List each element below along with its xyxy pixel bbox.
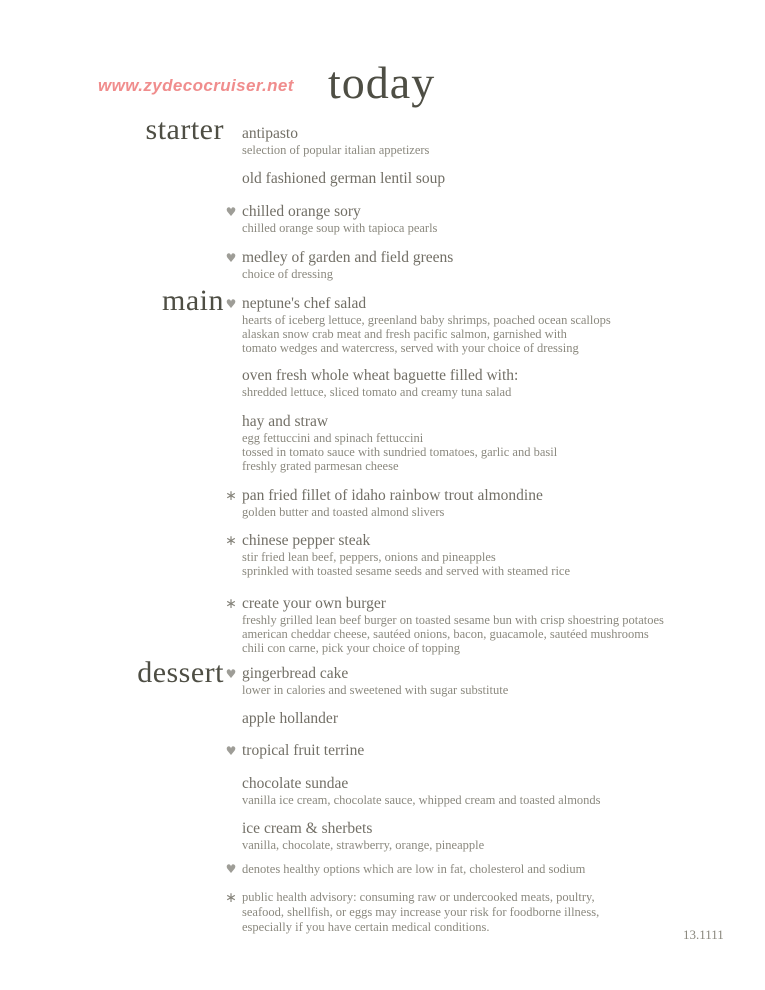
item-desc-line: freshly grated parmesan cheese <box>242 459 399 473</box>
item-desc-line: sprinkled with toasted sesame seeds and served with steamed rice <box>242 564 571 578</box>
item-title: hay and straw <box>242 413 329 430</box>
menu-item-pepper-steak <box>225 532 724 578</box>
item-desc-line: american cheddar cheese, sautéed onions, bacon, guacamole, sautéed mushrooms <box>242 627 649 641</box>
heart-icon: ♥ <box>225 862 237 876</box>
footer-code: 13.1111 <box>683 927 724 942</box>
note-line: seafood, shellfish, or eggs may increase your risk for foodborne illness, <box>242 905 600 919</box>
menu-item-ice-cream-sherbets <box>242 820 724 852</box>
item-title: tropical fruit terrine <box>242 742 365 759</box>
item-desc-line: chili con carne, pick your choice of topping <box>242 641 460 655</box>
menu-item-neptunes-salad <box>225 295 724 355</box>
heart-icon: ♥ <box>225 744 237 758</box>
item-desc-line: shredded lettuce, sliced tomato and creamy tuna salad <box>242 385 512 399</box>
heart-icon: ♥ <box>225 667 237 681</box>
section-heading-dessert: dessert <box>137 656 224 689</box>
item-desc-line: lower in calories and sweetened with sugar substitute <box>242 683 509 697</box>
item-desc-line: golden butter and toasted almond slivers <box>242 505 445 519</box>
item-desc-line: hearts of iceberg lettuce, greenland baby shrimps, poached ocean scallops <box>242 313 611 327</box>
item-desc-line: tomato wedges and watercress, served with your choice of dressing <box>242 341 579 355</box>
item-title: medley of garden and field greens <box>242 249 454 266</box>
item-title: oven fresh whole wheat baguette filled with: <box>242 367 519 384</box>
public-health-advisory-note <box>225 890 724 935</box>
item-desc-line: choice of dressing <box>242 267 333 281</box>
menu-item-antipasto <box>242 125 724 157</box>
heart-icon: ♥ <box>225 297 237 311</box>
item-desc-line: freshly grilled lean beef burger on toasted sesame bun with crisp shoestring potatoes <box>242 613 664 627</box>
item-desc-line: tossed in tomato sauce with sundried tomatoes, garlic and basil <box>242 445 558 459</box>
page-title: today <box>328 57 436 108</box>
heart-icon: ♥ <box>225 205 237 219</box>
item-desc-line: alaskan snow crab meat and fresh pacific salmon, garnished with <box>242 327 567 341</box>
asterisk-icon: ∗ <box>225 533 237 549</box>
heart-icon: ♥ <box>225 251 237 265</box>
menu-item-medley-greens <box>225 249 724 281</box>
healthy-options-note <box>225 862 724 877</box>
item-desc-line: stir fried lean beef, peppers, onions and pineapples <box>242 550 496 564</box>
item-title: chilled orange sory <box>242 203 361 220</box>
menu-item-chocolate-sundae <box>242 775 724 807</box>
menu-item-chilled-orange <box>225 203 724 235</box>
watermark-url: www.zydecocruiser.net <box>98 76 294 95</box>
item-desc-line: chilled orange soup with tapioca pearls <box>242 221 438 235</box>
item-title: create your own burger <box>242 595 386 612</box>
menu-item-gingerbread-cake <box>225 665 724 697</box>
menu-item-apple-hollander <box>242 710 724 728</box>
item-title: neptune's chef salad <box>242 295 367 312</box>
menu-item-lentil-soup <box>242 170 724 188</box>
section-heading-starter: starter <box>145 113 224 146</box>
item-title: chocolate sundae <box>242 775 349 792</box>
menu-item-burger <box>225 595 724 655</box>
item-title: pan fried fillet of idaho rainbow trout almondine <box>242 487 543 504</box>
item-desc-line: egg fettuccini and spinach fettuccini <box>242 431 424 445</box>
note-line: denotes healthy options which are low in fat, cholesterol and sodium <box>242 862 586 876</box>
item-title: apple hollander <box>242 710 338 727</box>
note-line: public health advisory: consuming raw or undercooked meats, poultry, <box>242 890 595 904</box>
item-desc-line: selection of popular italian appetizers <box>242 143 430 157</box>
item-title: ice cream & sherbets <box>242 820 373 837</box>
item-title: antipasto <box>242 125 298 142</box>
note-line: especially if you have certain medical conditions. <box>242 920 490 934</box>
item-desc-line: vanilla, chocolate, strawberry, orange, pineapple <box>242 838 485 852</box>
item-title: chinese pepper steak <box>242 532 371 549</box>
asterisk-icon: ∗ <box>225 890 237 906</box>
menu-item-baguette <box>242 367 724 399</box>
menu-content <box>225 120 724 935</box>
menu-item-rainbow-trout <box>225 487 724 519</box>
item-desc-line: vanilla ice cream, chocolate sauce, whipped cream and toasted almonds <box>242 793 601 807</box>
menu-item-hay-and-straw <box>242 413 724 473</box>
menu-item-fruit-terrine <box>225 742 724 760</box>
asterisk-icon: ∗ <box>225 596 237 612</box>
section-heading-main: main <box>162 284 224 317</box>
item-title: gingerbread cake <box>242 665 349 682</box>
item-title: old fashioned german lentil soup <box>242 170 446 187</box>
asterisk-icon: ∗ <box>225 488 237 504</box>
